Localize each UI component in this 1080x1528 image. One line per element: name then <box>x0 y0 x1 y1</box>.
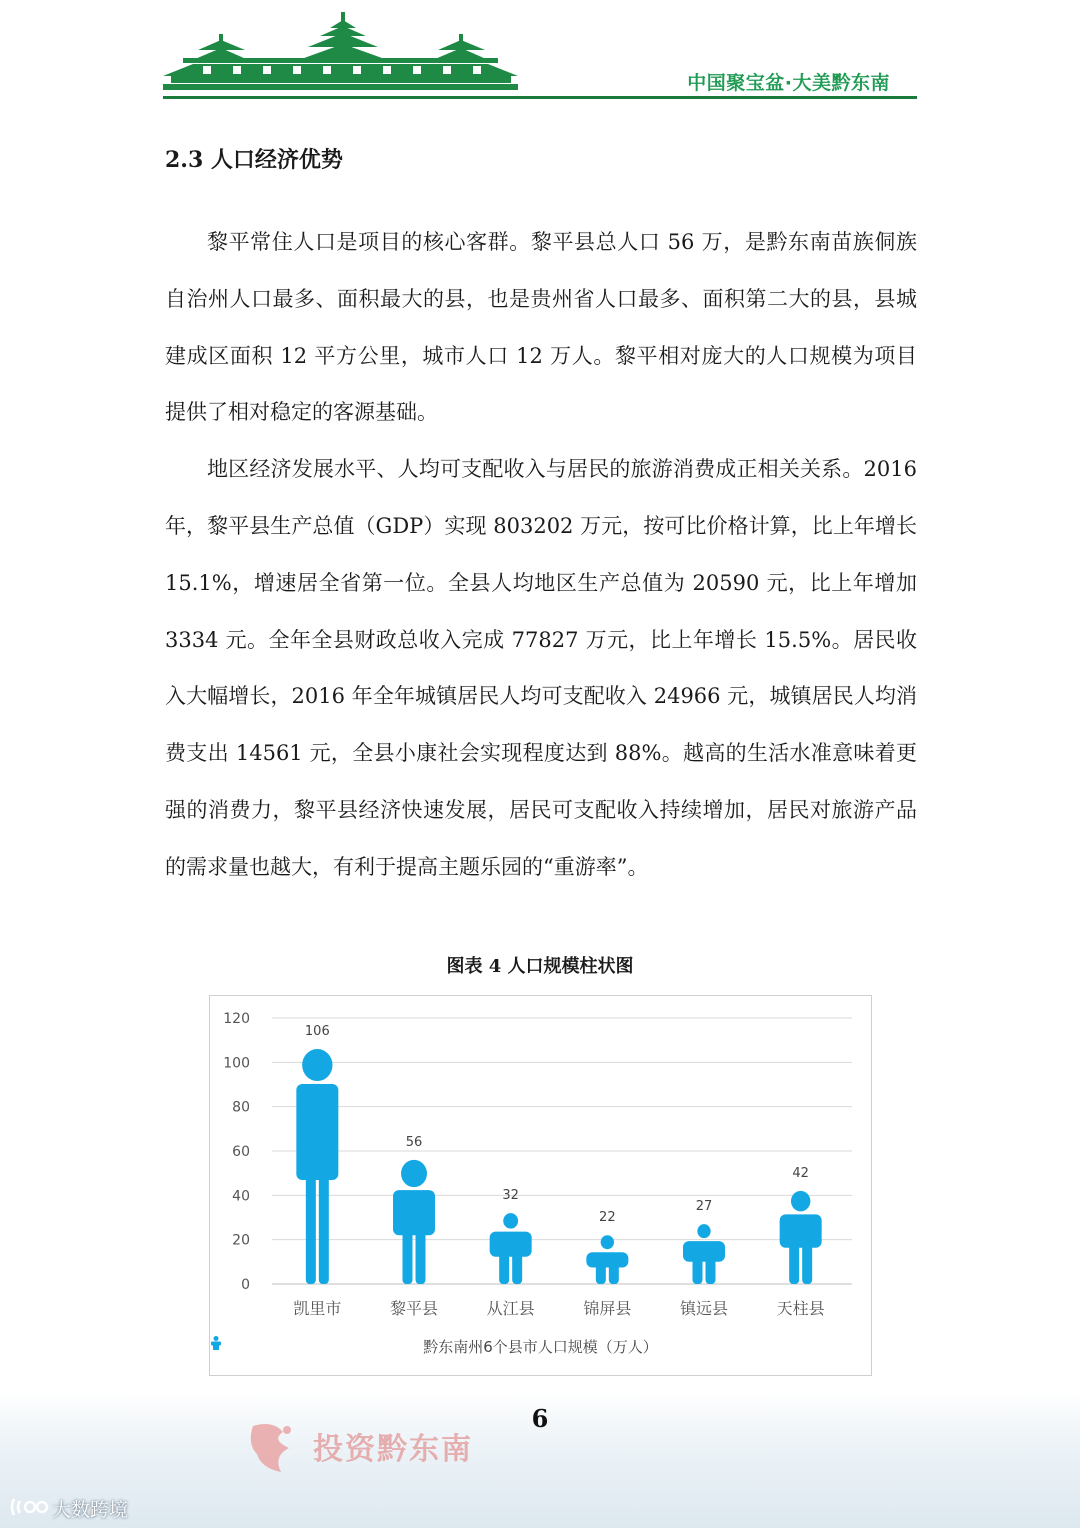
x-tick-label: 天柱县 <box>776 1299 825 1318</box>
header-divider <box>163 96 917 99</box>
person-icon <box>210 1336 222 1350</box>
watermark-logo-icon <box>10 1495 50 1519</box>
legend-label: 黔东南州6个县市人口规模（万人） <box>423 1338 658 1356</box>
population-chart <box>209 995 872 1376</box>
body-text <box>165 214 917 896</box>
y-tick-label: 40 <box>232 1188 250 1205</box>
data-label: 42 <box>792 1165 809 1181</box>
data-label: 56 <box>405 1134 423 1150</box>
y-tick-label: 120 <box>223 1011 250 1027</box>
section-heading: 2.3 人口经济优势 <box>165 147 343 173</box>
data-label: 32 <box>502 1188 519 1204</box>
chart-plot <box>210 996 871 1375</box>
person-bar <box>296 1049 338 1284</box>
person-bar <box>490 1213 532 1284</box>
footer-brand: 投资黔东南 <box>313 1432 473 1467</box>
page-number: 6 <box>531 1404 549 1433</box>
x-tick-label: 从江县 <box>486 1299 535 1318</box>
chart-legend <box>210 1336 871 1357</box>
x-tick-label: 镇远县 <box>679 1299 729 1318</box>
y-tick-label: 80 <box>232 1099 250 1116</box>
x-tick-label: 凯里市 <box>293 1299 342 1318</box>
y-tick-label: 20 <box>232 1232 250 1249</box>
person-bar <box>393 1160 435 1284</box>
data-label: 22 <box>599 1210 616 1226</box>
paragraph-population: 黎平常住人口是项目的核心客群。黎平县总人口 56 万，是黔东南苗族侗族自治州人口最多、面积最大的县，也是贵州省人口最多、面积第二大的县，县城建成区面积 12 平方公里，城市人口 12 万人。黎平相对庞大的人口规模为项目提供了相对稳定的客源基础。 <box>165 230 917 425</box>
x-tick-label: 黎平县 <box>389 1299 439 1318</box>
data-label: 106 <box>304 1024 330 1040</box>
header-slogan: 中国聚宝盆·大美黔东南 <box>687 72 890 94</box>
chart-caption: 图表 4 人口规模柱状图 <box>446 956 634 977</box>
person-bar <box>780 1191 822 1284</box>
y-tick-label: 100 <box>223 1055 250 1072</box>
paragraph-economy: 地区经济发展水平、人均可支配收入与居民的旅游消费成正相关关系。2016 年，黎平县生产总值（GDP）实现 803202 万元，按可比价格计算，比上年增长 15.1%，增速居全省第一位。全县人均地区生产总值为 20590 元，比上年增加 3334 元。全年全县财政总收入完成 77827 万元，比上年增长 15.5%。居民收入大幅增长，2016 年全年城镇居民人均可支配收入 24966 元，城镇居民人均消费支出 14561 元，全县小康社会实现程度达到 88%。越高的生活水准意味着更强的消费力，黎平县经济快速发展，居民可支配收入持续增加，居民对旅游产品的需求量也越大，有利于提高主题乐园的“重游率”。 <box>165 457 917 879</box>
person-bar <box>683 1224 725 1284</box>
data-label: 27 <box>695 1199 713 1215</box>
wind-rain-bridge-icon <box>163 0 523 100</box>
page-header <box>0 0 1080 110</box>
watermark-text: 大数跨境 <box>52 1499 129 1521</box>
y-tick-label: 60 <box>232 1144 250 1160</box>
person-bar <box>586 1235 628 1284</box>
x-tick-label: 锦屏县 <box>583 1299 632 1318</box>
y-tick-label: 0 <box>241 1277 250 1293</box>
